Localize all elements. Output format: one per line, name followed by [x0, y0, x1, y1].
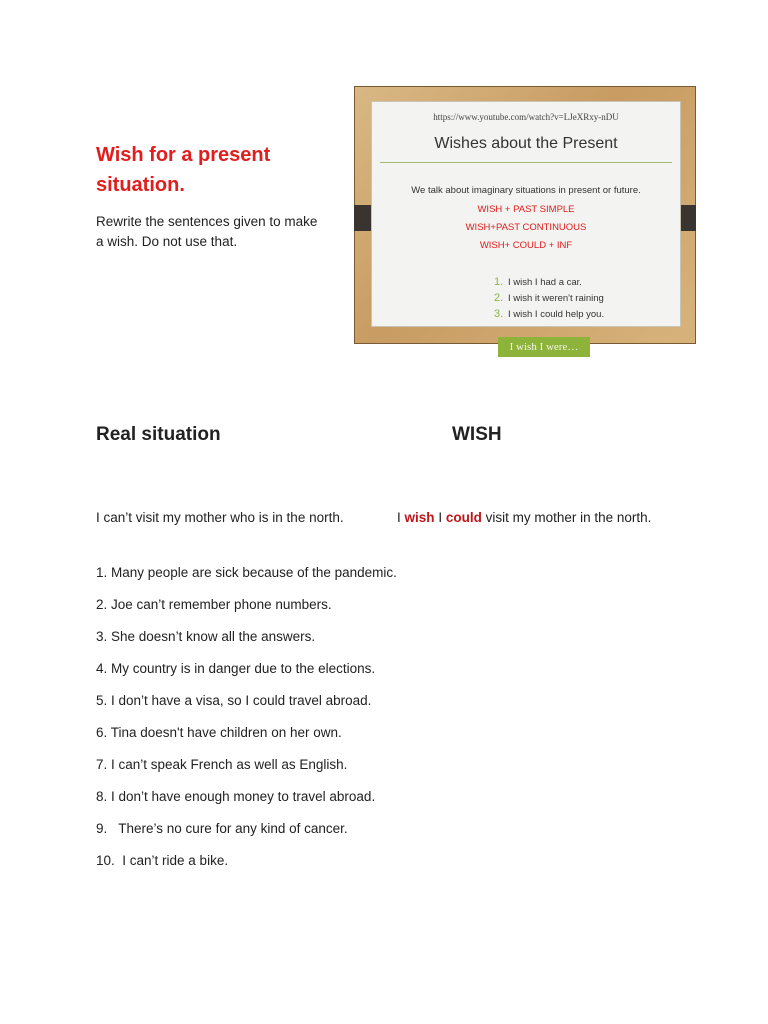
exercise-item: 8. I don’t have enough money to travel abroad. — [96, 789, 376, 804]
slide-url: https://www.youtube.com/watch?v=LJeXRxy-nDU — [433, 112, 619, 122]
example-wish — [397, 510, 651, 525]
page-heading: Wish for a present situation. — [96, 144, 271, 196]
exercise-item: 9. There’s no cure for any kind of cancer. — [96, 821, 348, 836]
example-wish-post: visit my mother in the north. — [485, 510, 652, 525]
slide-divider — [380, 162, 672, 163]
exercise-item: 2. Joe can’t remember phone numbers. — [96, 597, 332, 612]
example-could-word: could — [445, 510, 482, 525]
exercise-item: 10. I can’t ride a bike. — [96, 853, 229, 868]
slide-example — [494, 290, 604, 306]
column-heading-real: Real situation — [96, 424, 221, 445]
slide-card — [371, 101, 681, 353]
instruction-text: Rewrite the sentences given to make a wish. Do not use that. — [96, 214, 318, 249]
slide-example-number: 2. — [494, 292, 504, 304]
slide-rule-1: WISH + PAST SIMPLE — [477, 204, 575, 215]
exercise-item: 6. Tina doesn't have children on her own. — [96, 725, 342, 740]
slide-subtitle: We talk about imaginary situations in present or future. — [411, 185, 641, 196]
example-wish-word: wish — [404, 510, 435, 525]
slide-rule-3: WISH+ COULD + INF — [479, 240, 573, 251]
exercise-item: 3. She doesn’t know all the answers. — [96, 629, 316, 644]
slide-example-text: I wish it weren't raining — [508, 293, 604, 304]
slide-examples — [494, 274, 604, 322]
exercise-item: 5. I don’t have a visa, so I could travel abroad. — [96, 693, 372, 708]
slide-example-text: I wish I could help you. — [508, 309, 605, 320]
slide-button: I wish I were… — [498, 337, 590, 357]
slide-example-number: 3. — [494, 308, 504, 320]
slide-example — [494, 306, 604, 322]
slide-example-text: I wish I had a car. — [508, 277, 582, 288]
slide-example — [494, 274, 604, 290]
slide-example-number: 1. — [494, 276, 504, 288]
slide-rule-2: WISH+PAST CONTINUOUS — [465, 222, 587, 233]
exercise-item: 4. My country is in danger due to the elections. — [96, 661, 376, 676]
exercise-item: 7. I can’t speak French as well as English. — [96, 757, 348, 772]
slide-thumbnail — [354, 86, 696, 353]
column-heading-wish: WISH — [452, 424, 502, 445]
exercise-list — [96, 563, 397, 883]
example-real: I can’t visit my mother who is in the north. — [96, 510, 344, 525]
example-wish-mid: I — [438, 510, 443, 525]
example-wish-pre: I — [397, 510, 401, 525]
slide-title: Wishes about the Present — [434, 135, 618, 152]
exercise-item: 1. Many people are sick because of the pandemic. — [96, 565, 397, 580]
